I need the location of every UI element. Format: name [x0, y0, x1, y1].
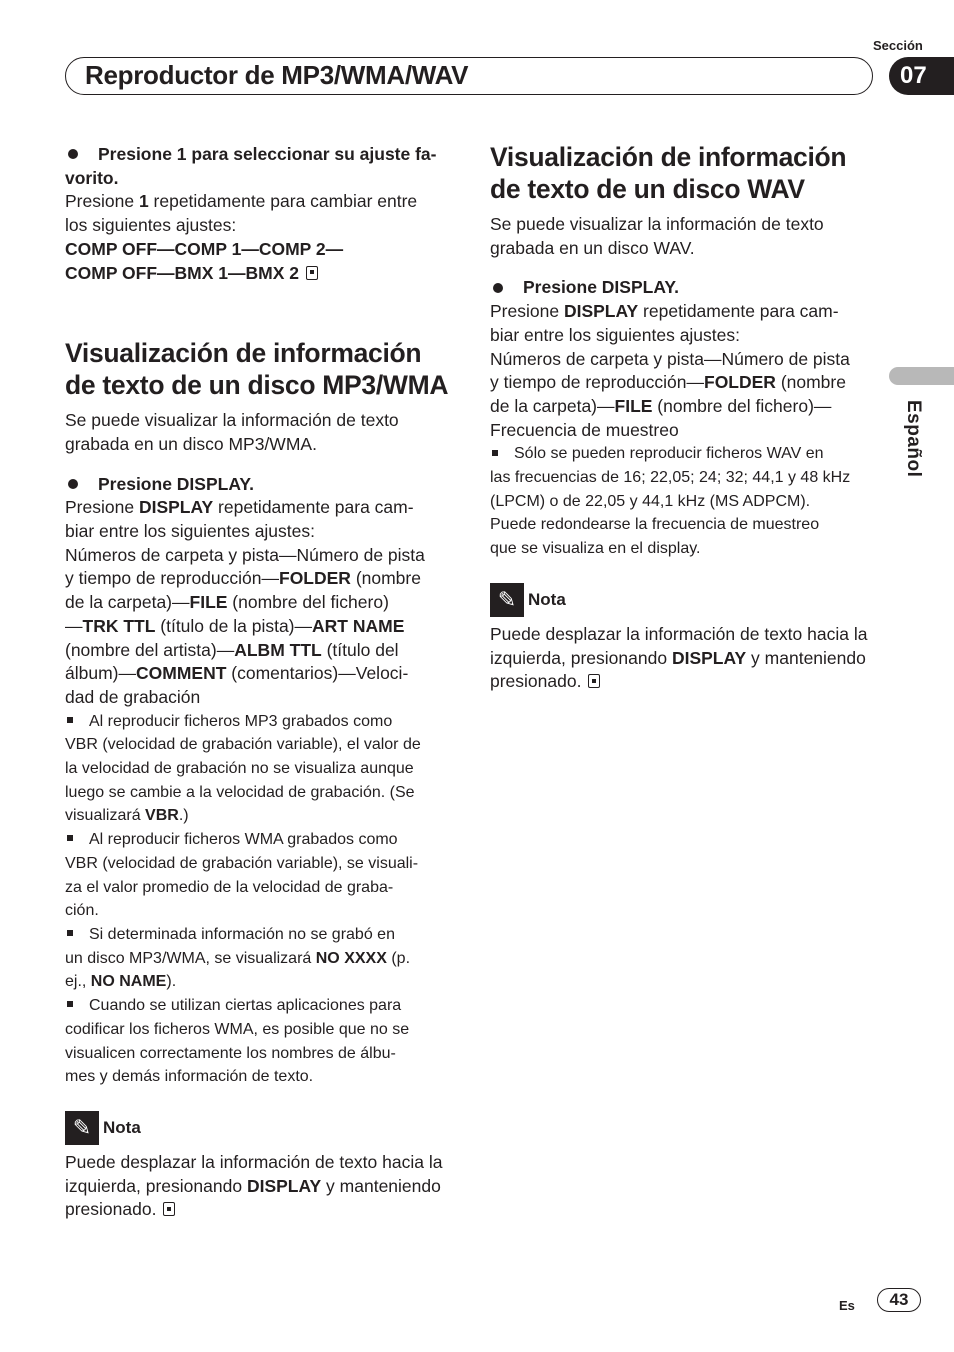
bullet-note: Al reproducir ficheros MP3 grabados como VBR (velocidad de grabación variable), el valor de la velocidad de grabación no se visualiza aunque luego se cambie a la velocidad de grabación. (Se visualizará VBR.): [65, 710, 453, 829]
paragraph: Presione 1 repetidamente para cambiar entre: [65, 191, 418, 212]
step-press-display: Presione DISPLAY.: [490, 276, 878, 300]
paragraph: y tiempo de reproducción—FOLDER (nombre: [65, 568, 421, 589]
paragraph: Números de carpeta y pista—Número de pista: [490, 348, 850, 369]
page-title: Reproductor de MP3/WMA/WAV: [85, 60, 469, 90]
note-text: Puede desplazar la información de texto hacia la izquierda, presionando DISPLAY y manteniendo presionado.: [65, 1151, 443, 1220]
intro-text: Se puede visualizar la información de texto: [65, 410, 399, 431]
section-heading-wav: Visualización de información de texto de un disco WAV: [490, 142, 847, 204]
step-press-display: Presione DISPLAY.: [65, 473, 453, 497]
paragraph: —TRK TTL (título de la pista)—ART NAME: [65, 615, 405, 636]
paragraph: Presione DISPLAY repetidamente para cam-: [490, 301, 839, 322]
section-number-badge: [889, 57, 954, 95]
note-heading: ✎ Nota: [490, 583, 878, 617]
paragraph: de la carpeta)—FILE (nombre del fichero)—: [490, 395, 832, 416]
section-heading-mp3-wma: Visualización de información de texto de un disco MP3/WMA: [65, 338, 449, 401]
language-tab: [889, 367, 954, 385]
section-number: 07: [900, 62, 927, 89]
paragraph: Presione DISPLAY repetidamente para cam-: [65, 497, 414, 518]
paragraph: y tiempo de reproducción—FOLDER (nombre: [490, 372, 846, 393]
paragraph: Frecuencia de muestreo: [490, 419, 679, 440]
right-column: [490, 141, 878, 694]
bullet-note: Si determinada información no se grabó en un disco MP3/WMA, se visualizará NO XXXX (p. ej., NO NAME).: [65, 923, 453, 994]
end-mark-icon: [163, 1202, 175, 1216]
intro-text: Se puede visualizar la información de texto: [490, 214, 824, 234]
section-label: Sección: [873, 38, 923, 53]
language-label: Español: [903, 400, 924, 478]
left-column: [65, 143, 453, 1222]
paragraph: dad de grabación: [65, 686, 201, 707]
bullet-note: Al reproducir ficheros WMA grabados como VBR (velocidad de grabación variable), se visuali- za el valor promedio de la velocidad de graba- ción.: [65, 828, 453, 923]
comp-settings-line: COMP OFF—BMX 1—BMX 2: [65, 262, 453, 286]
note-text: Puede desplazar la información de texto hacia la izquierda, presionando DISPLAY y manteniendo presionado.: [490, 623, 868, 692]
step-select-favorite: Presione 1 para seleccionar su ajuste fa-: [65, 143, 453, 167]
end-mark-icon: [306, 266, 318, 280]
paragraph: de la carpeta)—FILE (nombre del fichero): [65, 592, 389, 613]
pencil-icon: ✎: [490, 583, 524, 617]
paragraph: biar entre los siguientes ajustes:: [65, 521, 315, 542]
note-heading: ✎ Nota: [65, 1111, 453, 1145]
step-select-favorite-cont: vorito.: [65, 167, 119, 188]
page-number: 43: [877, 1288, 921, 1312]
bullet-note: Cuando se utilizan ciertas aplicaciones para codificar los ficheros WMA, es posible que no se visualicen correctamente los nombres de álbu- mes y demás información de texto.: [65, 994, 453, 1089]
paragraph: Números de carpeta y pista—Número de pista: [65, 544, 425, 565]
comp-settings-line: COMP OFF—COMP 1—COMP 2—: [65, 238, 344, 259]
paragraph: (nombre del artista)—ALBM TTL (título del: [65, 639, 399, 660]
intro-text: grabada en un disco MP3/WMA.: [65, 433, 317, 454]
pencil-icon: ✎: [65, 1111, 99, 1145]
footer-language-code: Es: [839, 1298, 855, 1313]
paragraph: biar entre los siguientes ajustes:: [490, 324, 740, 345]
paragraph: álbum)—COMMENT (comentarios)—Veloci-: [65, 663, 409, 684]
paragraph: los siguientes ajustes:: [65, 215, 237, 236]
end-mark-icon: [588, 674, 600, 688]
intro-text: grabada en un disco WAV.: [490, 237, 695, 258]
bullet-note: Sólo se pueden reproducir ficheros WAV en las frecuencias de 16; 22,05; 24; 32; 44,1 y 48 kHz (LPCM) o de 22,05 y 44,1 kHz (MS ADPCM). Puede redondearse la frecuencia de muestreo que se visualiza en el display.: [490, 442, 878, 561]
